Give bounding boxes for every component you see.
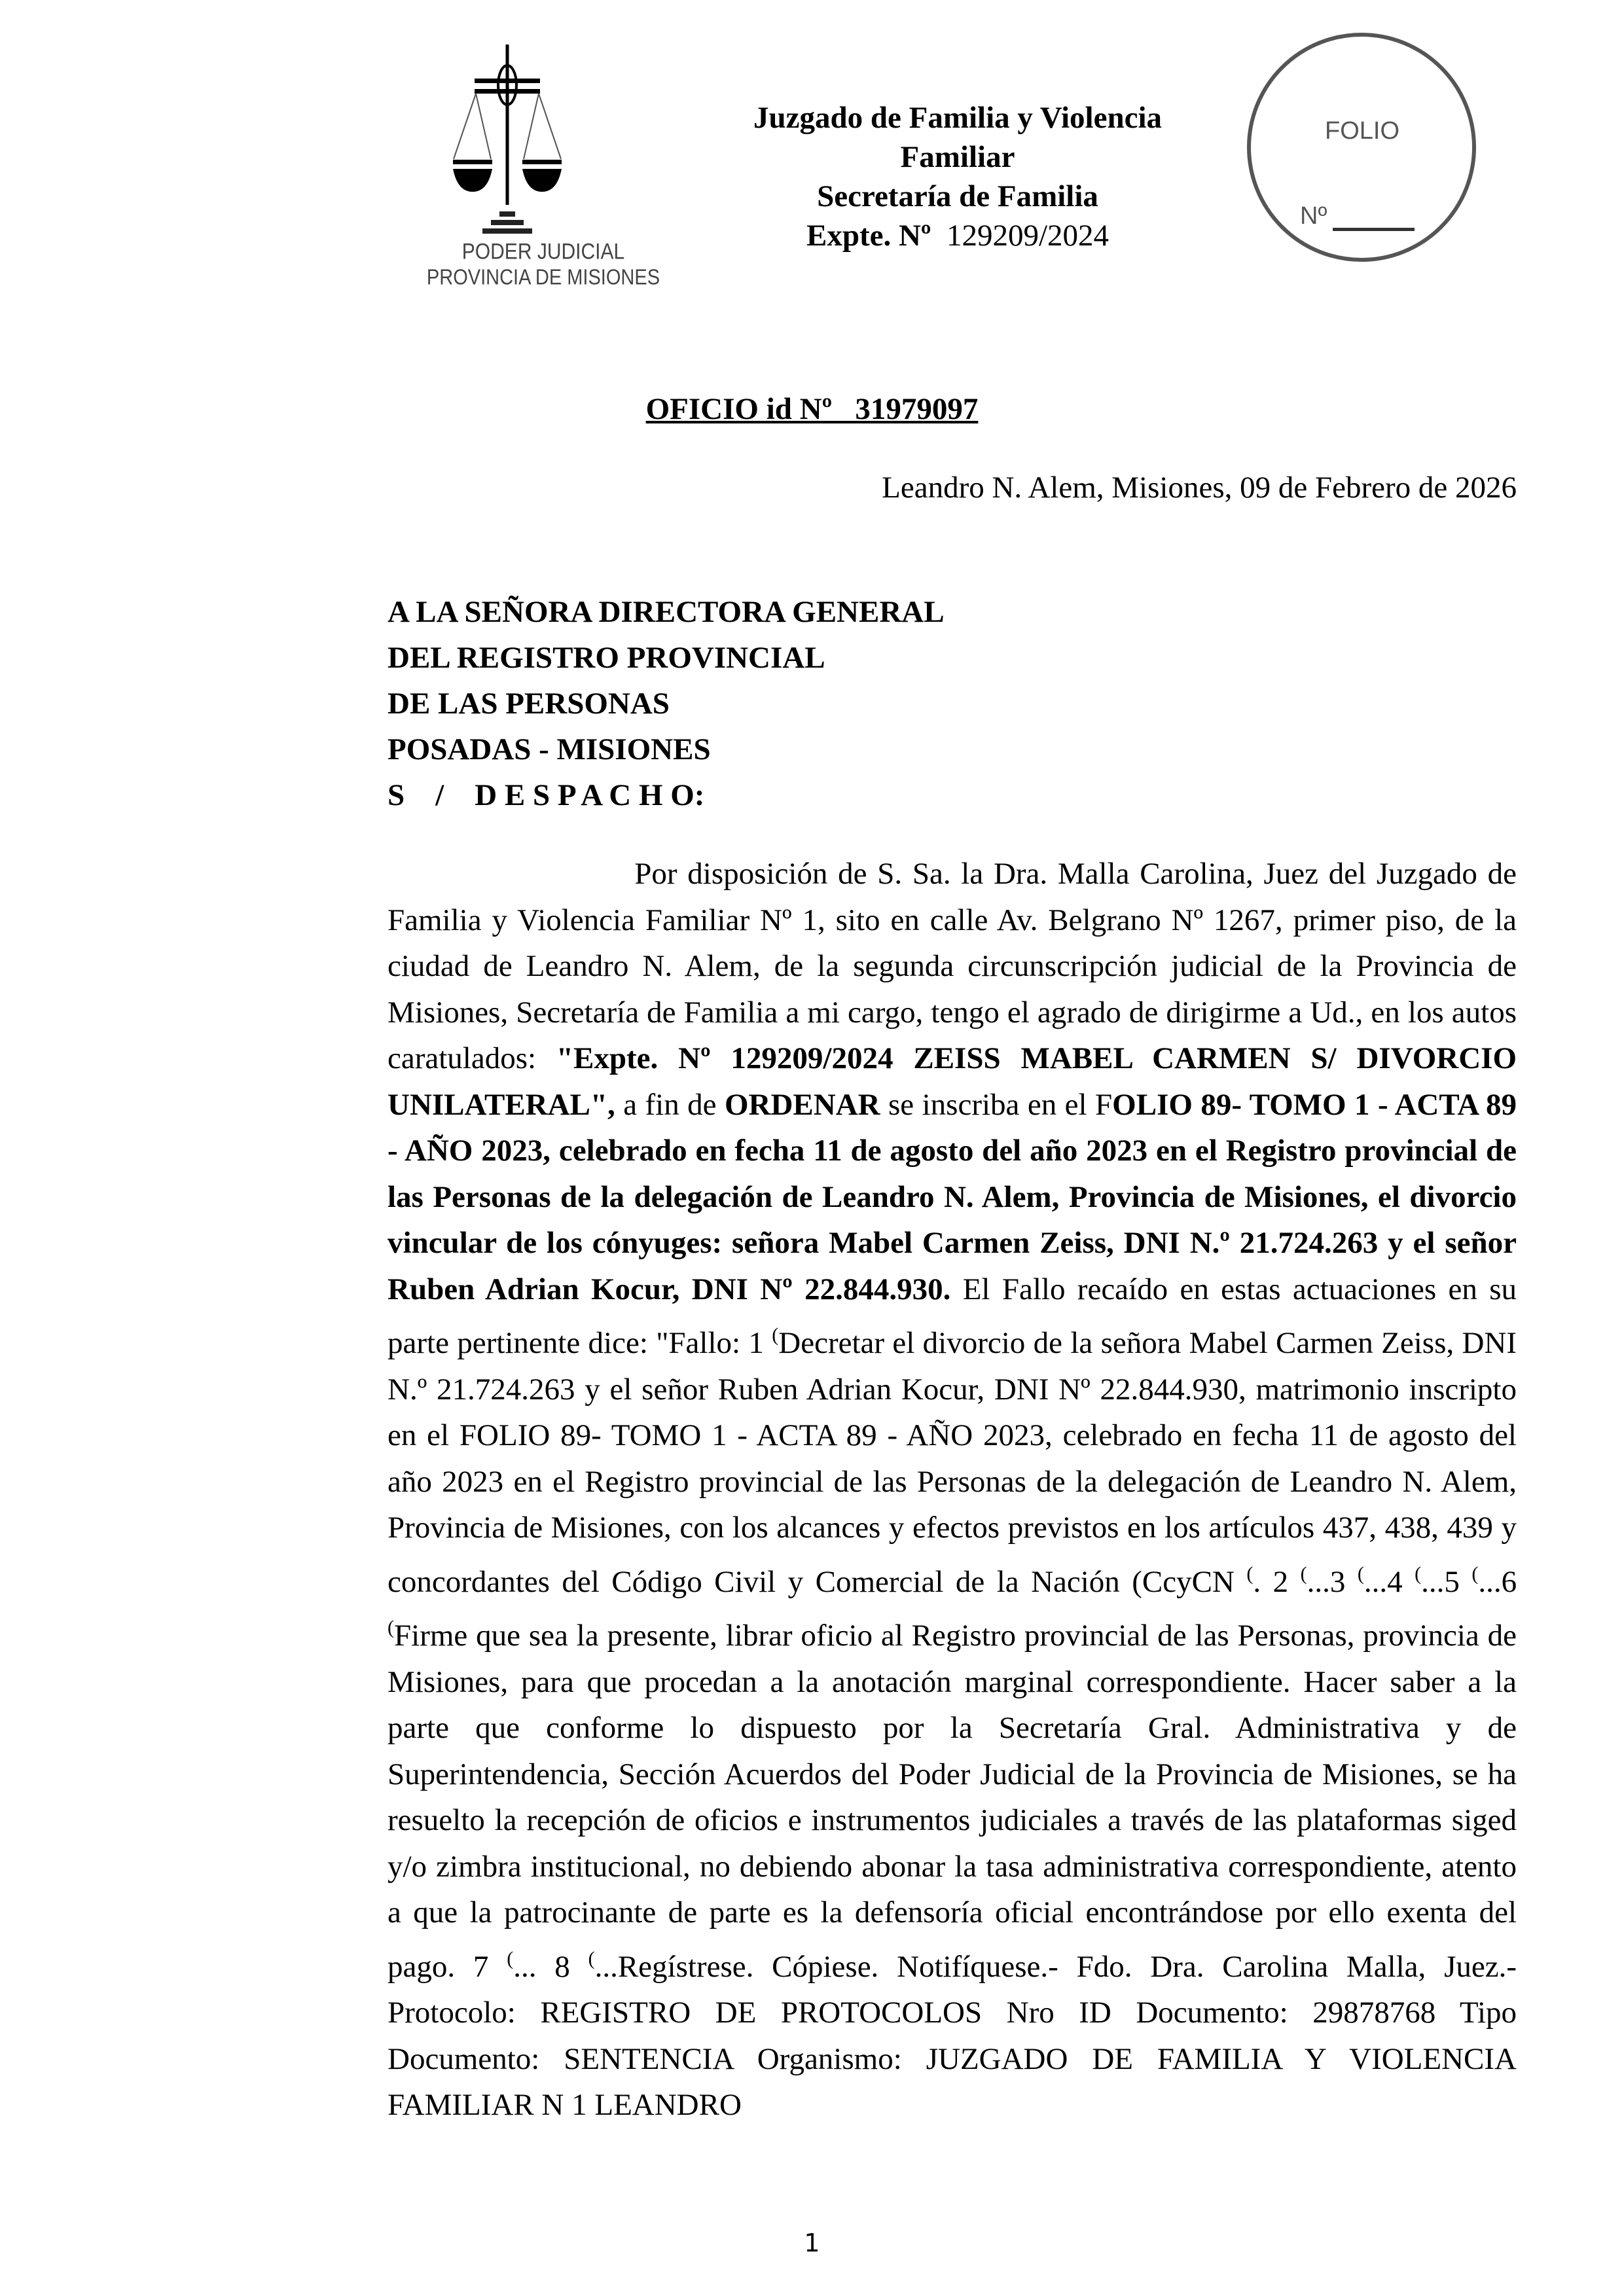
logo-line-1: PODER JUDICIAL (461, 239, 625, 264)
folio-label: FOLIO (1325, 117, 1400, 145)
raised-parenthesis: ( (507, 1947, 514, 1969)
raised-parenthesis: ( (1471, 1562, 1479, 1585)
text-segment: El Fallo recaído en estas actuaciones en su parte pertinente dice: "Fallo: 1 (388, 1272, 1517, 1360)
body-paragraph (388, 851, 1517, 2128)
text-segment: ... 8 (513, 1949, 588, 1984)
bold-text-segment: OLIO 89- TOMO 1 - ACTA 89 - AÑO 2023, celebrado en fecha 11 de agosto del año 2023 en el Registro provincial de las Personas de la delegación de Leandro N. Alem, Provincia de Misiones, el divorcio vincular de los cónyuges: señora Mabel Carmen Zeiss, DNI N.º 21.724.263 y el señor Ruben Adrian Kocur, DNI Nº 22.844.930. (388, 1087, 1517, 1306)
place-date: Leandro N. Alem, Misiones, 09 de Febrero de 2026 (882, 471, 1517, 505)
text-segment: Decretar el divorcio de la señora Mabel Carmen Zeiss, DNI N.º 21.724.263 y el señor Ruben Adrian Kocur, DNI Nº 22.844.930, matrimonio inscripto en el FOLIO 89- TOMO 1 - ACTA 89 - AÑO 2023, celebrado en fecha 11 de agosto del año 2023 en el Registro provincial de las Personas de la delegación de Leandro N. Alem, Provincia de Misiones, con los alcances y efectos previstos en los artículos 437, 438, 439 y concordantes del Código Civil y Comercial de la Nación (CcyCN (388, 1326, 1517, 1599)
raised-parenthesis: ( (388, 1617, 394, 1638)
addressee-line: DE LAS PERSONAS (388, 687, 670, 721)
secretaria: Secretaría de Familia (817, 179, 1098, 213)
folio-number-line (1333, 228, 1415, 231)
bold-text-segment: "Expte. Nº 129209/2024 ZEISS MABEL CARMEN S/ DIVORCIO UNILATERAL", (388, 1041, 1517, 1122)
raised-parenthesis: ( (1300, 1562, 1307, 1585)
expte-number: 129209/2024 (946, 219, 1110, 253)
court-name-line-2: Familiar (900, 140, 1015, 174)
folio-number-label: Nº (1300, 202, 1327, 230)
text-segment: Firme que sea la presente, librar oficio al Registro provincial de las Personas, provincia de Misiones, para que procedan a la anotación marginal correspondiente. Hacer saber a la parte que conforme lo dispuesto por la Secretaría Gral. Administrativa y de Superintendencia, Sección Acuerdos del Poder Judicial de la Provincia de Misiones, se ha resuelto la recepción de oficios e instrumentos judiciales a través de las plataformas siged y/o zimbra institucional, no debiendo abonar la tasa administrativa correspondiente, atento a que la patrocinante de parte es la defensoría oficial encontrándose por ello exenta del pago. 7 (388, 1619, 1517, 1984)
raised-parenthesis: ( (772, 1324, 779, 1346)
addressee-line: POSADAS - MISIONES (388, 732, 711, 766)
page-number: 1 (804, 2229, 820, 2257)
text-segment: ...6 (1478, 1564, 1517, 1599)
logo-line-2: PROVINCIA DE MISIONES (426, 265, 660, 290)
text-segment: ...3 (1307, 1564, 1358, 1599)
folio-stamp (1247, 33, 1476, 262)
addressee-line: A LA SEÑORA DIRECTORA GENERAL (388, 595, 945, 629)
expediente (696, 216, 1219, 255)
scales-of-justice-icon (409, 45, 677, 241)
text-segment: ...5 (1421, 1564, 1472, 1599)
raised-parenthesis: ( (1246, 1562, 1254, 1585)
expte-label: Expte. Nº (806, 219, 931, 253)
addressee-block (388, 589, 945, 818)
text-segment: se inscriba en el F (880, 1087, 1113, 1122)
raised-parenthesis: ( (1357, 1562, 1364, 1585)
oficio-id: OFICIO id Nº 31979097 (645, 392, 979, 426)
oficio-title (0, 391, 1624, 427)
raised-parenthesis: ( (1415, 1562, 1422, 1585)
text-segment: Por disposición de S. Sa. la Dra. Malla Carolina, Juez del Juzgado de Familia y Violencia Familiar Nº 1, sito en calle Av. Belgrano Nº 1267, primer piso, de la ciudad de Leandro N. Alem, de la segunda circunscripción judicial de la Provincia de Misiones, Secretaría de Familia a mi cargo, tengo el agrado de dirigirme a Ud., en los autos caratulados: (388, 857, 1517, 1075)
bold-text-segment: ORDENAR (724, 1087, 880, 1122)
poder-judicial-logo (409, 45, 677, 293)
raised-parenthesis: ( (588, 1947, 595, 1969)
addressee-line: DEL REGISTRO PROVINCIAL (388, 641, 825, 675)
text-segment: ...4 (1363, 1564, 1415, 1599)
text-segment: a fin de (615, 1087, 725, 1122)
addressee-line: S / D E S P A C H O: (388, 778, 705, 812)
text-segment: ...Regístrese. Cópiese. Notifíquese.- Fdo. Dra. Carolina Malla, Juez.- Protocolo: REGISTRO DE PROTOCOLOS Nro ID Documento: 29878768 Tipo Documento: SENTENCIA Organismo: JUZGADO DE FAMILIA Y VIOLENCIA FAMILIAR N 1 LEANDRO (388, 1949, 1517, 2122)
text-segment: . 2 (1253, 1564, 1301, 1599)
court-name-line-1: Juzgado de Familia y Violencia (753, 101, 1163, 135)
court-header (696, 98, 1219, 255)
